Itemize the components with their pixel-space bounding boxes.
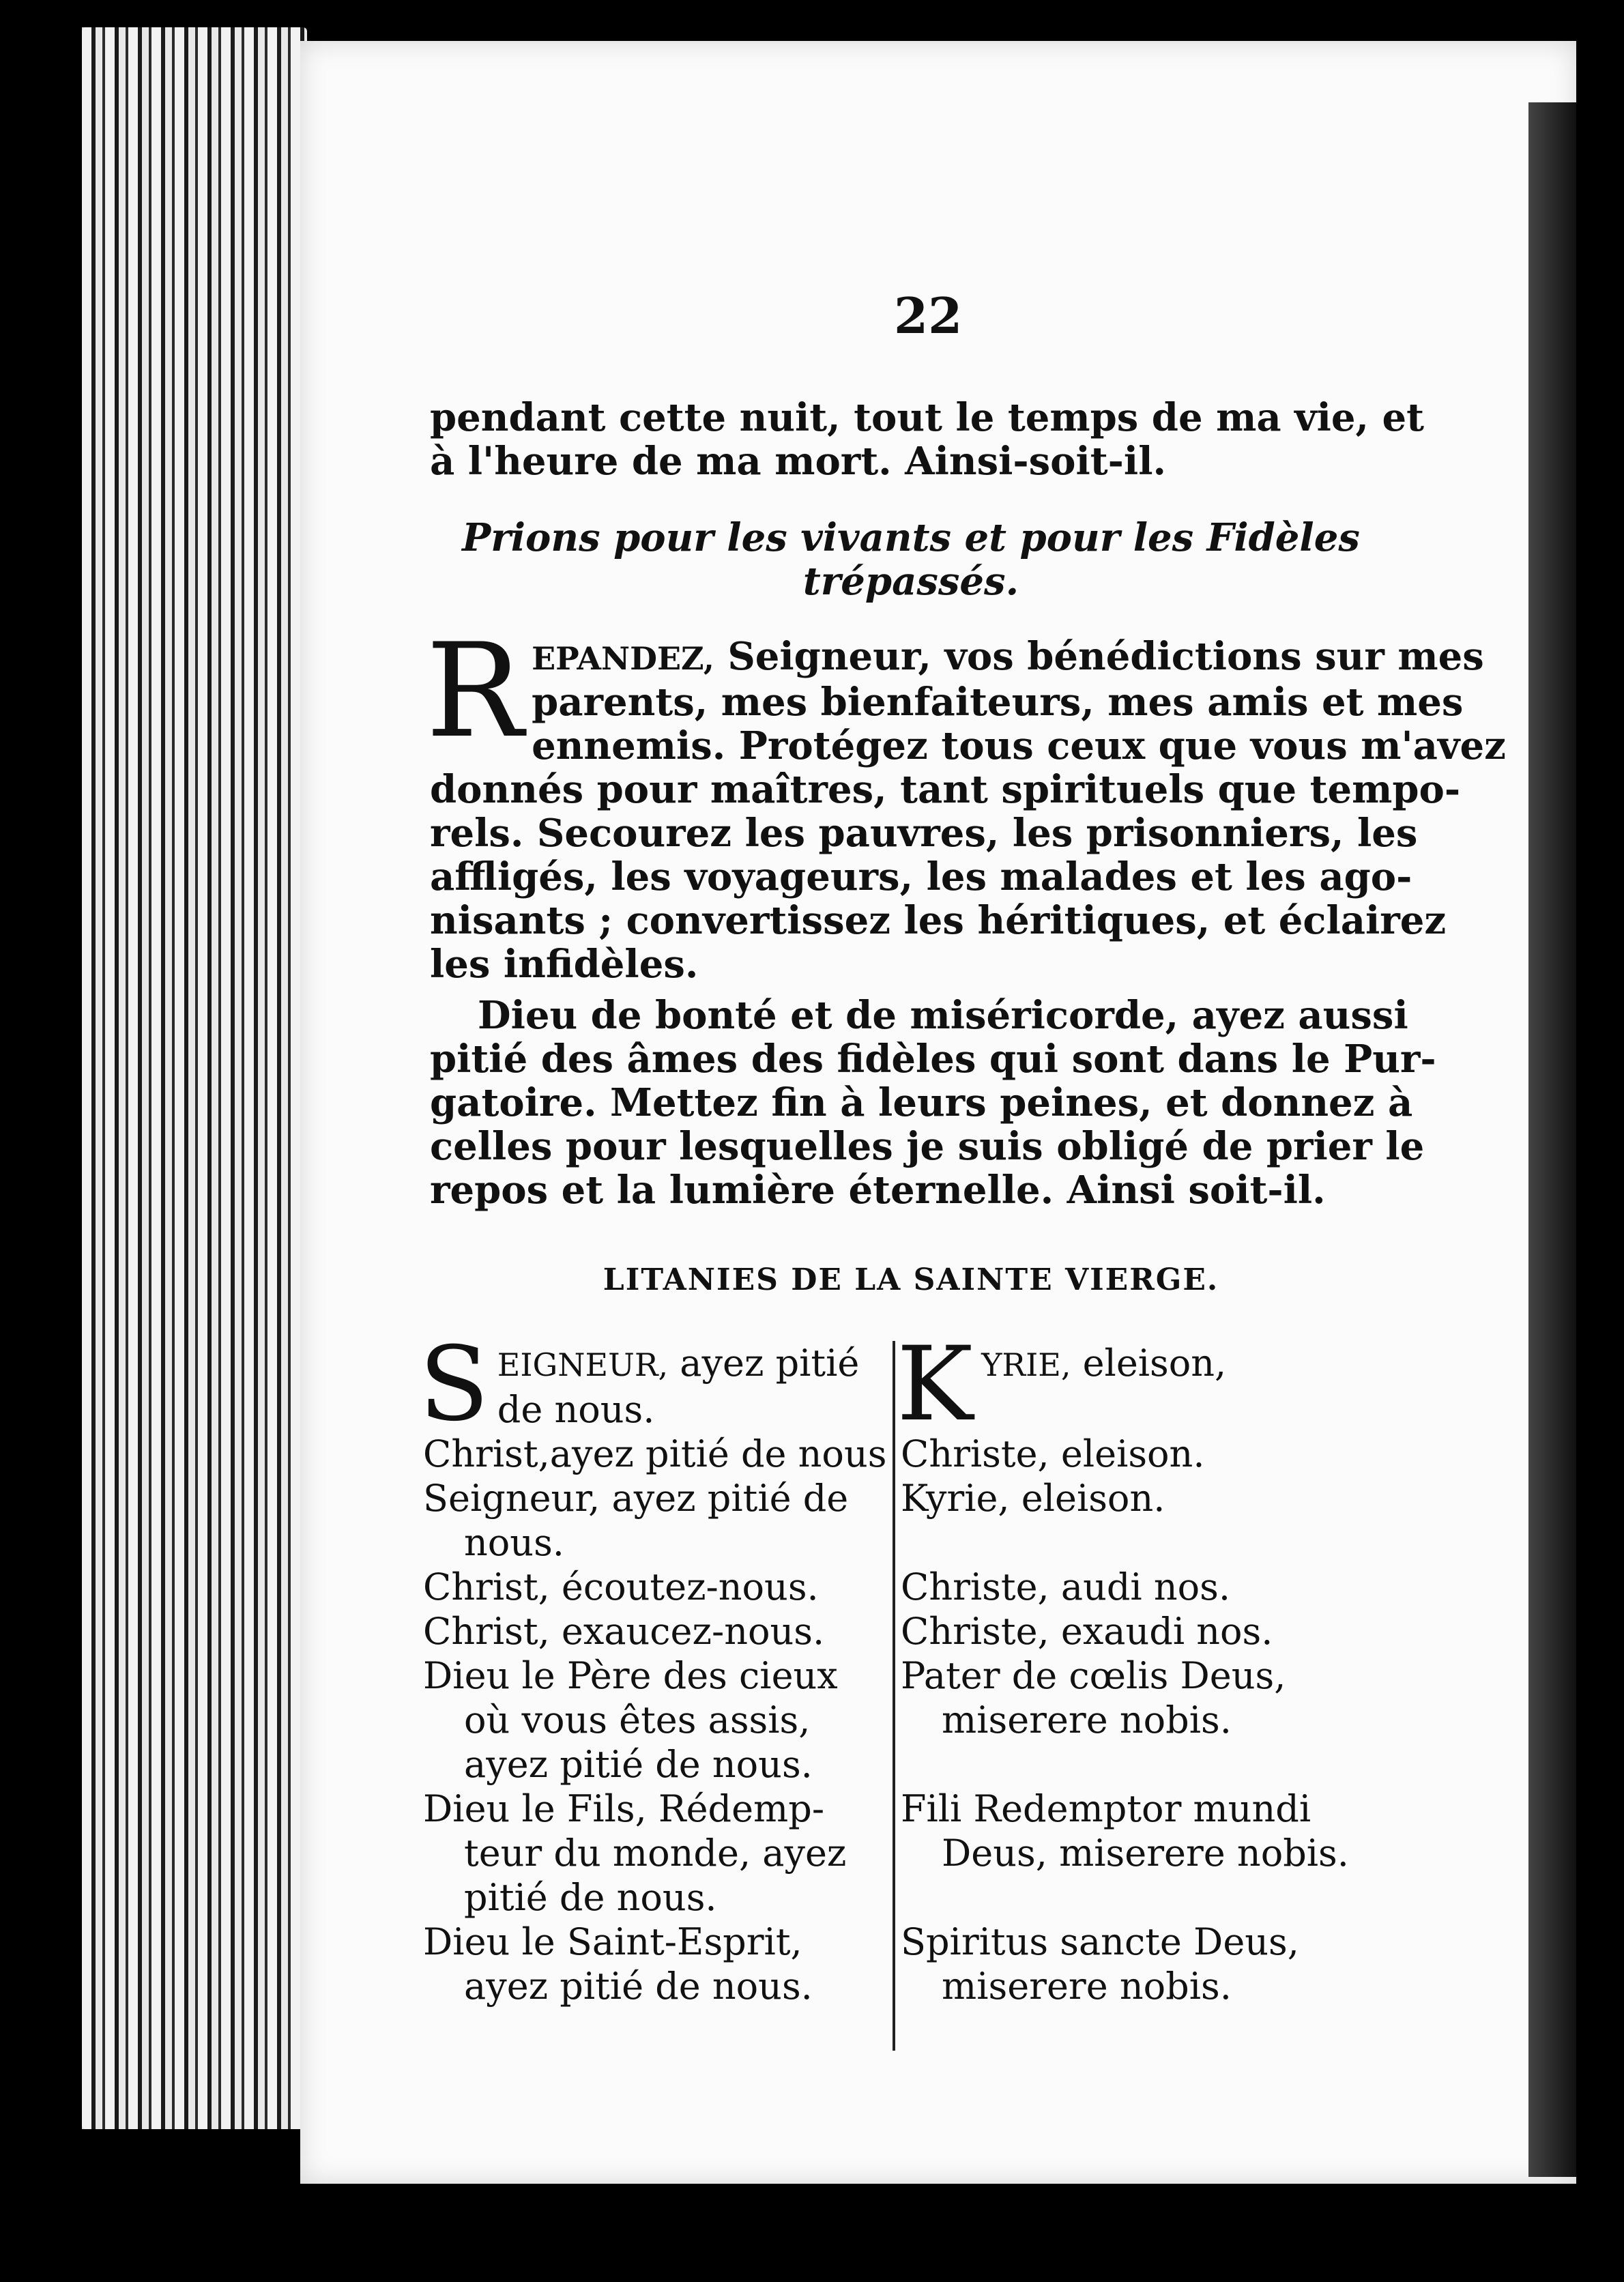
text-line: Seigneur, vos bénédictions sur mes (714, 634, 1484, 679)
prayer-paragraph-2 (430, 993, 1436, 1213)
litany-line: Christe, exaudi nos. (901, 1610, 1273, 1653)
text-line: rels. Secourez les pauvres, les prisonniers, les (430, 811, 1418, 856)
litany-line: Christ, écoutez-nous. (423, 1565, 819, 1608)
section-title: LITANIES DE LA SAINTE VIERGE. (603, 1262, 1219, 1297)
heading-line: trépassés. (802, 559, 1019, 604)
first-word: EIGNEUR, (497, 1346, 669, 1383)
text-line: Dieu de bonté et de miséricorde, ayez aussi (478, 993, 1408, 1038)
text-line: celles pour lesquelles je suis obligé de prier le (430, 1124, 1425, 1169)
prayer-paragraph-1 (426, 616, 1506, 987)
litany-line: Dieu le Père des cieux (423, 1654, 838, 1697)
litany-line: teur du monde, ayez (464, 1832, 847, 1875)
litany-line: eleison, (1071, 1342, 1227, 1385)
litany-line: Christ, exaucez-nous. (423, 1610, 825, 1653)
litany-line: miserere nobis. (942, 1965, 1232, 2008)
litany-line: de nous. (497, 1388, 655, 1431)
text-line: gatoire. Mettez fin à leurs peines, et donnez à (430, 1080, 1413, 1125)
text-line: nisants ; convertissez les héritiques, et éclairez (430, 898, 1447, 943)
text-line: parents, mes bienfaiteurs, mes amis et mes (532, 680, 1464, 725)
litany-line: nous. (464, 1521, 564, 1564)
drop-cap: K (897, 1325, 974, 1444)
litany-line: Seigneur, ayez pitié de (423, 1477, 849, 1520)
litany-line: Kyrie, eleison. (901, 1477, 1165, 1520)
intro-paragraph (430, 395, 1425, 484)
text-line: pendant cette nuit, tout le temps de ma vie, et (430, 395, 1425, 440)
litany-line: ayez pitié de nous. (464, 1743, 813, 1786)
text-line: donnés pour maîtres, tant spirituels que tempo- (430, 767, 1461, 812)
drop-cap: R (426, 616, 524, 766)
drop-cap: S (419, 1325, 489, 1444)
litany-line: Fili Redemptor mundi (901, 1787, 1311, 1830)
litany-line: Dieu le Fils, Rédemp- (423, 1787, 825, 1830)
litany-line: Dieu le Saint-Esprit, (423, 1920, 802, 1963)
text-line: les infidèles. (430, 942, 699, 987)
litany-line: Pater de cœlis Deus, (901, 1654, 1286, 1697)
litany-line: ayez pitié de nous. (464, 1965, 813, 2008)
text-line: à l'heure de ma mort. Ainsi-soit-il. (430, 439, 1166, 484)
litany-line: Christe, audi nos. (901, 1565, 1231, 1608)
prayer-heading (430, 516, 1392, 603)
column-divider (893, 1341, 895, 2051)
litany-line: Deus, miserere nobis. (942, 1832, 1349, 1875)
text-line: repos et la lumière éternelle. Ainsi soit-il. (430, 1168, 1326, 1213)
litany-line: miserere nobis. (942, 1699, 1232, 1742)
litany-line: ayez pitié (668, 1342, 860, 1385)
litany-line: Spiritus sancte Deus, (901, 1920, 1299, 1963)
litany-line: où vous êtes assis, (464, 1699, 811, 1742)
litany-latin-column (897, 1325, 1378, 2008)
litany-french-column (419, 1325, 887, 2008)
page-edges (82, 27, 307, 2129)
text-line: ennemis. Protégez tous ceux que vous m'avez (532, 723, 1506, 768)
page-number: 22 (894, 287, 963, 345)
text-line: pitié des âmes des fidèles qui sont dans le Pur- (430, 1037, 1436, 1082)
litany-line: Christe, eleison. (901, 1432, 1205, 1475)
heading-line: Prions pour les vivants et pour les Fidèles (462, 515, 1360, 560)
text-line: affligés, les voyageurs, les malades et les ago- (430, 854, 1412, 899)
litany-line: Christ,ayez pitié de nous (423, 1432, 887, 1475)
first-word: EPANDEZ, (532, 640, 714, 677)
litany-line: pitié de nous. (464, 1876, 717, 1919)
first-word: YRIE, (981, 1346, 1071, 1383)
page-shadow (1528, 102, 1576, 2177)
